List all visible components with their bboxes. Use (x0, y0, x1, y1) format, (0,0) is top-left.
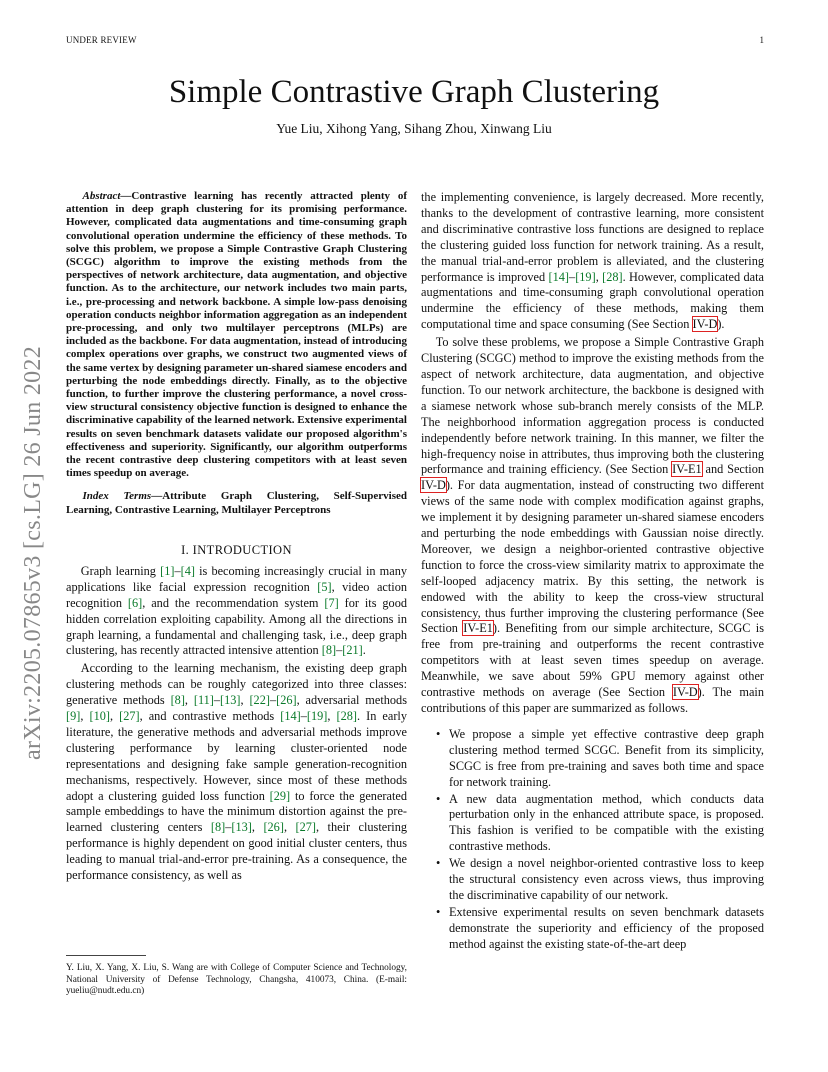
text-run: – (174, 563, 181, 578)
text-run: – (300, 709, 307, 724)
text-run: According to the learning mechanism, the existing deep graph clustering methods can be roughly categorized into three classes: generative methods (66, 661, 407, 708)
arxiv-identifier: arXiv:2205.07865v3 [cs.LG] 26 Jun 2022 (20, 345, 46, 760)
citation-link[interactable]: [29] (269, 788, 291, 803)
text-run: – (213, 693, 221, 708)
intro-paragraph-2-continued (421, 190, 764, 333)
text-run: , (327, 709, 337, 724)
section-xref-link[interactable]: IV-D (421, 478, 446, 493)
bullet-icon: • (436, 904, 441, 919)
intro-paragraph-1 (66, 564, 407, 659)
text-run: . (362, 643, 366, 658)
bullet-icon: • (436, 726, 441, 741)
paper-title: Simple Contrastive Graph Clustering (168, 74, 660, 110)
text-run: ). Benefiting from our simple architecture, SCGC is free from pre-training and outperforms the recent contrastive competitors with at least seven times speedup on average. Meanwhile, we save about 59% GPU memory against other contrastive methods on average (See Section (421, 621, 764, 700)
text-run: . In early literature, the generative methods and adversarial methods improve clustering performance by learning cluster-oriented node representations and designing fake sample generation-recognition mechanisms, respectively. However, since most of these methods adopt a clustering guided loss function (66, 709, 407, 803)
text-run: – (269, 693, 277, 708)
citation-link[interactable]: [26] (276, 693, 297, 708)
citation-link[interactable]: [28] (602, 269, 623, 284)
abstract-label: Abstract (82, 190, 121, 202)
citation-link[interactable]: [21] (342, 643, 363, 658)
author-list: Yue Liu, Xihong Yang, Sihang Zhou, Xinwang Liu (276, 121, 552, 136)
index-terms-label: Index Terms (82, 490, 152, 503)
contribution-item: • We propose a simple yet effective contrastive deep graph clustering method termed SCGC. Benefit from its simplicity, SCGC is free from pre-training and saves both time and space for network training. (436, 726, 764, 789)
citation-link[interactable]: [10] (89, 709, 110, 724)
text-run: – (225, 820, 232, 835)
text-run: is becoming increasingly crucial in many applications like facial expression recognition (66, 563, 408, 594)
abstract-text: —Contrastive learning has recently attracted plenty of attention in deep graph clustering for its promising performance. However, complicated data augmentations and time-consuming graph convolutional operation undermine the efficiency of these methods. To solve this problem, we propose a Simple Contrastive Graph Clustering (SCGC) algorithm to improve the existing methods from the perspectives of network architecture, data augmentation, and objective function. As to the architecture, our network includes two main parts, i.e., pre-processing and network backbone. A simple low-pass denoising operation conducts neighbor information aggregation as an independent pre-processing, and only two multilayer perceptrons (MLPs) are included as the backbone. For data augmentation, instead of introducing complex operations over graphs, we construct two augmented views of the same vertex by designing parameter un-shared siamese encoders and perturbing the node embeddings directly. Finally, as to the objective function, to further improve the clustering performance, a novel cross-view structural consistency objective function is designed to enhance the discriminative capability of the learned network. Extensive experimental results on seven benchmark datasets validate our proposed algorithm's effectiveness and superiority. Significantly, our algorithm outperforms the recent contrastive deep clustering competitors with at least seven times speedup on average. (66, 190, 407, 480)
right-column (421, 190, 764, 954)
text-run: the implementing convenience, is largely decreased. More recently, thanks to the development of contrastive learning, more consistent and discriminative contrastive loss functions are designed to replace the clustering guided loss function for network training. As a result, the manual trial-and-error problem is alleviated, and the clustering performance is improved (421, 190, 764, 284)
footnote-rule (66, 955, 146, 956)
text-run: . However, complicated data augmentations and time-consuming graph convolutional operation undermine the efficiency of these methods, making them computational time and space consuming (See Section (421, 269, 764, 332)
contribution-item: • A new data augmentation method, which conducts data perturbation only in the enhanced attribute space, is proposed. This fashion is verified to be compatible with the existing contrastive methods. (436, 791, 764, 854)
citation-link[interactable]: [13] (220, 693, 241, 708)
text-run: , and contrastive methods (139, 709, 281, 724)
index-terms-text: —Attribute Graph Clustering, Self-Supervised Learning, Contrastive Learning, Multilayer Perceptrons (66, 490, 407, 516)
contribution-item: • Extensive experimental results on seven benchmark datasets demonstrate the superiority and efficiency of the proposed method against the existing state-of-the-art deep (436, 904, 764, 951)
section-xref-link[interactable]: IV-E1 (463, 621, 493, 636)
intro-paragraph-3 (421, 335, 764, 717)
citation-link[interactable]: [1] (160, 563, 175, 578)
text-run: , (595, 269, 603, 284)
citation-link[interactable]: [8] (321, 643, 337, 658)
contributions-list (421, 727, 764, 953)
citation-link[interactable]: [14] (280, 709, 301, 724)
intro-paragraph-2 (66, 661, 407, 884)
citation-link[interactable]: [26] (263, 820, 284, 835)
text-run: – (569, 269, 576, 284)
text-run: for its good hidden correlation exploiting capability. Among all the directions in graph learning, a fundamental and challenging task, i.e., deep graph clustering, has recently attracted intensive attention (66, 595, 408, 658)
section-xref-link[interactable]: IV-D (672, 685, 698, 700)
text-run: , (283, 820, 296, 835)
text-run: Graph learning (80, 563, 161, 578)
citation-link[interactable]: [19] (575, 269, 596, 284)
citation-link[interactable]: [19] (306, 709, 328, 724)
text-run: , their clustering performance is highly dependent on good initial cluster centers, thus leading to manual trial-and-error pre-training. As a consequence, the performance consistency, as well as (66, 820, 408, 883)
text-run: ). The main contributions of this paper are summarized as follows. (421, 685, 764, 715)
section-xref-link[interactable]: IV-D (692, 317, 718, 332)
citation-link[interactable]: [8] (170, 693, 185, 708)
bullet-icon: • (436, 856, 441, 871)
text-run: , adversarial methods (296, 693, 407, 708)
citation-link[interactable]: [4] (180, 563, 195, 578)
section-xref-link[interactable]: IV-E1 (672, 462, 702, 477)
text-run: ). For data augmentation, instead of constructing two different views of the same node with complex modification against graphs, we implement it by designing parameter un-shared siamese encoders and perturbing the node embeddings with Gaussian noise directly. Moreover, we design a neighbor-oriented contrastive objective function to force the cross-view similarity matrix to approximate the self-looped adjacency matrix. By this setting, the network is endowed with the ability to keep the cross-view structural consistency, thus further improving the clustering performance (See Section (421, 478, 764, 636)
citation-link[interactable]: [7] (324, 595, 339, 610)
text-run: , (184, 693, 194, 708)
bullet-icon: • (436, 791, 441, 806)
citation-link[interactable]: [6] (127, 595, 143, 610)
citation-link[interactable]: [27] (119, 709, 140, 724)
abstract (66, 190, 407, 480)
index-terms (66, 490, 407, 516)
text-run: , and the recommendation system (142, 595, 325, 610)
citation-link[interactable]: [5] (317, 579, 332, 594)
citation-link[interactable]: [8] (210, 820, 226, 835)
citation-link[interactable]: [13] (231, 820, 252, 835)
citation-link[interactable]: [22] (249, 693, 270, 708)
text-run: , video action recognition (66, 579, 407, 610)
section-heading (66, 543, 407, 558)
text-run: and Section (701, 462, 764, 477)
text-run: To solve these problems, we propose a Simple Contrastive Graph Clustering (SCGC) method to improve the existing methods from the aspect of network architecture, data augmentation, and objective function. To our network architecture, the backbone is designed with a siamese network whose sub-branch merely consists of the MLP. The neighborhood information aggregation process is conducted independently before network training. In this manner, we filter the high-frequency noise in attributes, thus improving both the clustering performance and training efficiency. (See Section (421, 335, 764, 477)
text-run: , (109, 709, 120, 724)
citation-link[interactable]: [11] (193, 693, 214, 708)
text-run: ). (717, 317, 725, 332)
text-run: , (251, 820, 264, 835)
page-number: 1 (759, 35, 764, 45)
contribution-item: • We design a novel neighbor-oriented contrastive loss to keep the structural consistency even across views, thus improving the discriminative capability of our network. (436, 856, 764, 902)
left-column (66, 190, 407, 884)
affiliation-footnote: Y. Liu, X. Yang, X. Liu, S. Wang are with College of Computer Science and Technology, National University of Defense Technology, Changsha, 410073, China. (E-mail: yueliu@nudt.edu.cn) (66, 963, 407, 997)
running-header: UNDER REVIEW (66, 35, 137, 45)
citation-link[interactable]: [27] (295, 820, 316, 835)
citation-link[interactable]: [28] (336, 709, 358, 724)
section-heading-text: I. INTRODUCTION (181, 542, 292, 557)
text-run: – (336, 643, 343, 658)
text-run: , (80, 709, 90, 724)
text-run: to force the generated sample embeddings to have the minimum distortion against the pre-learned clustering centers (66, 788, 407, 835)
text-run: , (240, 693, 250, 708)
citation-link[interactable]: [9] (66, 709, 81, 724)
citation-link[interactable]: [14] (548, 269, 570, 284)
